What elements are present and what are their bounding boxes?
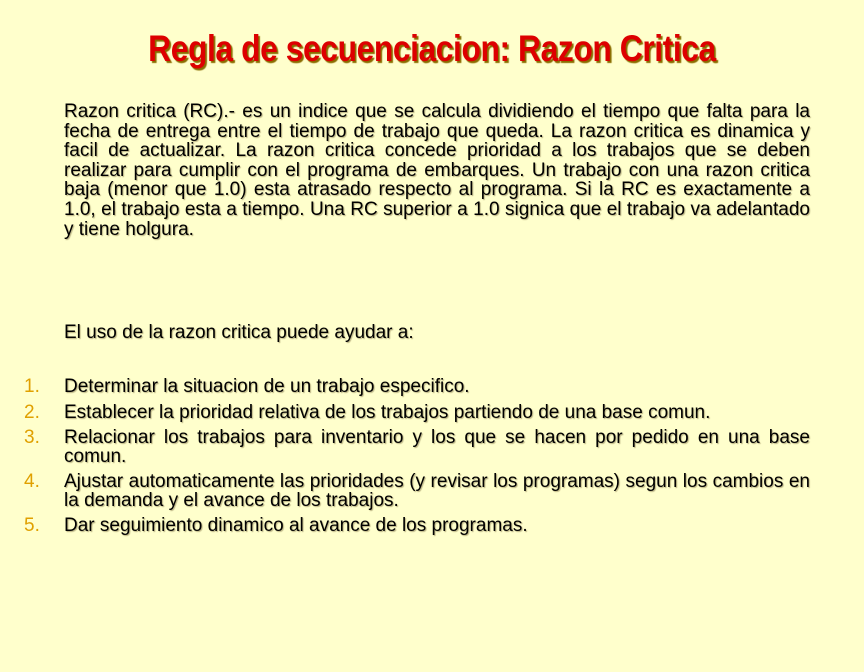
benefits-list xyxy=(24,378,810,543)
list-item-text: Ajustar automaticamente las prioridades (y revisar los programas) segun los cambios en la demanda y el avance de los trabajos. xyxy=(64,471,810,511)
list-number: 4. xyxy=(24,471,40,492)
list-item xyxy=(24,401,810,423)
list-item-text: Relacionar los trabajos para inventario y los que se hacen por pedido en una base comun. xyxy=(64,427,810,467)
list-number: 2. xyxy=(24,401,40,423)
intro-line: El uso de la razon critica puede ayudar a: xyxy=(64,322,414,343)
list-item-text: Determinar la situacion de un trabajo especifico. xyxy=(64,376,470,397)
list-item-text: Establecer la prioridad relativa de los trabajos partiendo de una base comun. xyxy=(64,401,711,423)
definition-paragraph: Razon critica (RC).- es un indice que se calcula dividiendo el tiempo que falta para la fecha de entrega entre el tiempo de trabajo que queda. La razon critica es dinamica y facil de actualizar. La razon critica concede prioridad a los trabajos que se deben realizar para cumplir con el programa de embarques. Un trabajo con una razon critica baja (menor que 1.0) esta atrasado respecto al programa. Si la RC es exactamente a 1.0, el trabajo esta a tiempo. Una RC superior a 1.0 signica que el trabajo va adelantado y tiene holgura. xyxy=(64,101,810,240)
list-item xyxy=(24,429,810,466)
list-item xyxy=(24,378,810,397)
list-number: 3. xyxy=(24,427,40,448)
slide-title: Regla de secuenciacion: Razon Critica xyxy=(148,28,716,69)
list-item xyxy=(24,517,810,536)
list-item xyxy=(24,473,810,510)
list-item-text: Dar seguimiento dinamico al avance de los programas. xyxy=(64,515,528,536)
list-number: 5. xyxy=(24,515,40,536)
list-number: 1. xyxy=(24,376,40,397)
